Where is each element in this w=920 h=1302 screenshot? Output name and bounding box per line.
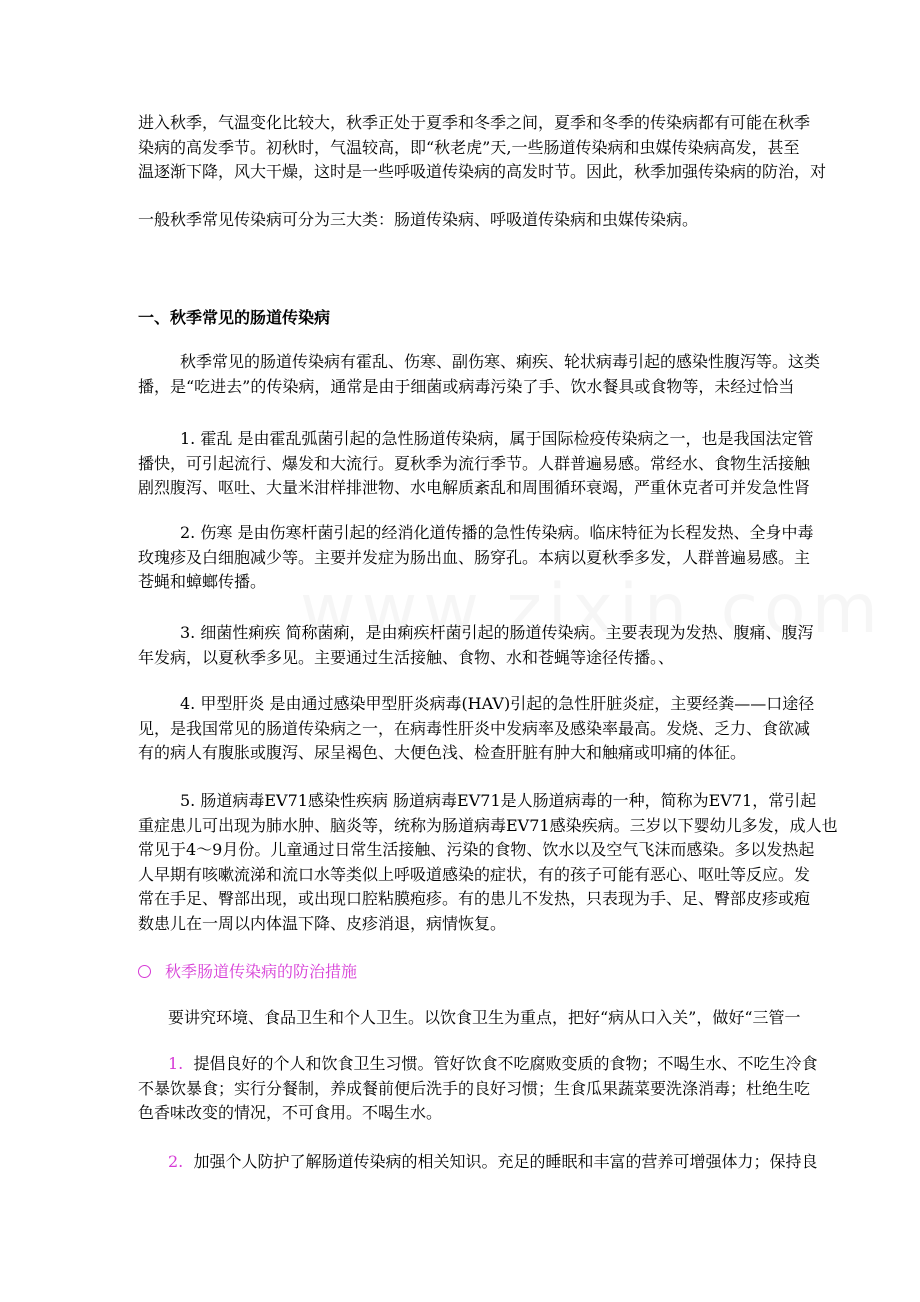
prevention-item-1-text: 提倡良好的个人和饮食卫生习惯。管好饮食不吃腐败变质的食物；不喝生水、不吃生冷食 [193,1054,818,1073]
disease-item-typhoid-line-2: 玫瑰疹及白细胞减少等。主要并发症为肠出血、肠穿孔。本病以夏秋季多发，人群普遍易感。主 [138,548,811,567]
prevention-heading-text: 秋季肠道传染病的防治措施 [165,962,358,981]
disease-item-hepatitis-line-1: 4. 甲型肝炎 是由通过感染甲型肝炎病毒(HAV)引起的急性肝脏炎症，主要经粪——口途径 [180,694,815,713]
disease-item-ev71-line-3: 常见于4～9月份。儿童通过日常生活接触、污染的食物、饮水以及空气飞沫而感染。多以发热起 [138,840,815,859]
intro-line-3: 温逐渐下降，风大干燥，这时是一些呼吸道传染病的高发时节。因此，秋季加强传染病的防治，对 [138,162,827,181]
disease-item-ev71-line-5: 常在手足、臀部出现，或出现口腔粘膜疱疹。有的患儿不发热，只表现为手、足、臀部皮疹或疱 [138,889,811,908]
disease-item-hepatitis-line-3: 有的病人有腹胀或腹泻、尿呈褐色、大便色浅、检查肝脏有肿大和触痛或叩痛的体征。 [138,743,747,762]
disease-item-typhoid-line-3: 苍蝇和蟑螂传播。 [138,572,267,591]
prevention-item-1-number: 1. [168,1054,184,1073]
disease-item-ev71-line-2: 重症患儿可出现为肺水肿、脑炎等，统称为肠道病毒EV71感染疾病。三岁以下婴幼儿多发，成人也 [138,816,838,835]
disease-item-ev71-line-6: 数患儿在一周以内体温下降、皮疹消退，病情恢复。 [138,914,507,933]
disease-item-cholera-line-2: 播快，可引起流行、爆发和大流行。夏秋季为流行季节。人群普遍易感。常经水、食物生活接触 [138,454,811,473]
disease-item-ev71-line-4: 人早期有咳嗽流涕和流口水等类似上呼吸道感染的症状，有的孩子可能有恶心、呕吐等反应。发 [138,865,811,884]
disease-item-ev71-line-1: 5. 肠道病毒EV71感染性疾病 肠道病毒EV71是人肠道病毒的一种，简称为EV71，常引起 [180,791,817,810]
disease-item-cholera-line-1: 1. 霍乱 是由霍乱弧菌引起的急性肠道传染病，属于国际检疫传染病之一，也是我国法定管 [180,429,814,448]
disease-item-dysentery-line-1: 3. 细菌性痢疾 简称菌痢，是由痢疾杆菌引起的肠道传染病。主要表现为发热、腹痛、腹泻 [180,623,814,642]
prevention-heading [138,961,920,983]
section-paragraph-line-2: 播，是“吃进去”的传染病，通常是由于细菌或病毒污染了手、饮水餐具或食物等，未经过恰当 [138,377,795,396]
disease-item-dysentery-line-2: 年发病，以夏秋季多见。主要通过生活接触、食物、水和苍蝇等途径传播。、 [138,648,675,667]
prevention-item-2-line-1 [168,1151,920,1173]
circle-bullet-icon [138,965,151,978]
prevention-item-1-line-2: 不暴饮暴食；实行分餐制，养成餐前便后洗手的良好习惯；生食瓜果蔬菜要洗涤消毒；杜绝生吃 [138,1079,811,1098]
section-paragraph-line-1: 秋季常见的肠道传染病有霍乱、伤寒、副伤寒、痢疾、轮状病毒引起的感染性腹泻等。这类 [180,352,821,371]
prevention-item-1-line-1 [168,1053,920,1075]
intro-line-2: 染病的高发季节。初秋时，气温较高，即“秋老虎”天,一些肠道传染病和虫媒传染病高发，甚至 [138,138,800,157]
intro-summary: 一般秋季常见传染病可分为三大类：肠道传染病、呼吸道传染病和虫媒传染病。 [138,210,699,229]
prevention-item-1-line-3: 色香味改变的情况，不可食用。不喝生水。 [138,1103,443,1122]
section-heading: 一、秋季常见的肠道传染病 [138,308,331,327]
prevention-intro: 要讲究环境、食品卫生和个人卫生。以饮食卫生为重点，把好“病从口入关”，做好“三管一 [168,1008,801,1027]
disease-item-hepatitis-line-2: 见，是我国常见的肠道传染病之一，在病毒性肝炎中发病率及感染率最高。发烧、乏力、食欲减 [138,719,811,738]
disease-item-cholera-line-3: 剧烈腹泻、呕吐、大量米泔样排泄物、水电解质紊乱和周围循环衰竭，严重休克者可并发急性肾 [138,478,811,497]
intro-line-1: 进入秋季，气温变化比较大，秋季正处于夏季和冬季之间，夏季和冬季的传染病都有可能在秋季 [138,113,811,132]
prevention-item-2-text: 加强个人防护了解肠道传染病的相关知识。充足的睡眠和丰富的营养可增强体力；保持良 [193,1152,818,1171]
disease-item-typhoid-line-1: 2. 伤寒 是由伤寒杆菌引起的经消化道传播的急性传染病。临床特征为长程发热、全身中毒 [180,523,814,542]
prevention-item-2-number: 2. [168,1152,184,1171]
